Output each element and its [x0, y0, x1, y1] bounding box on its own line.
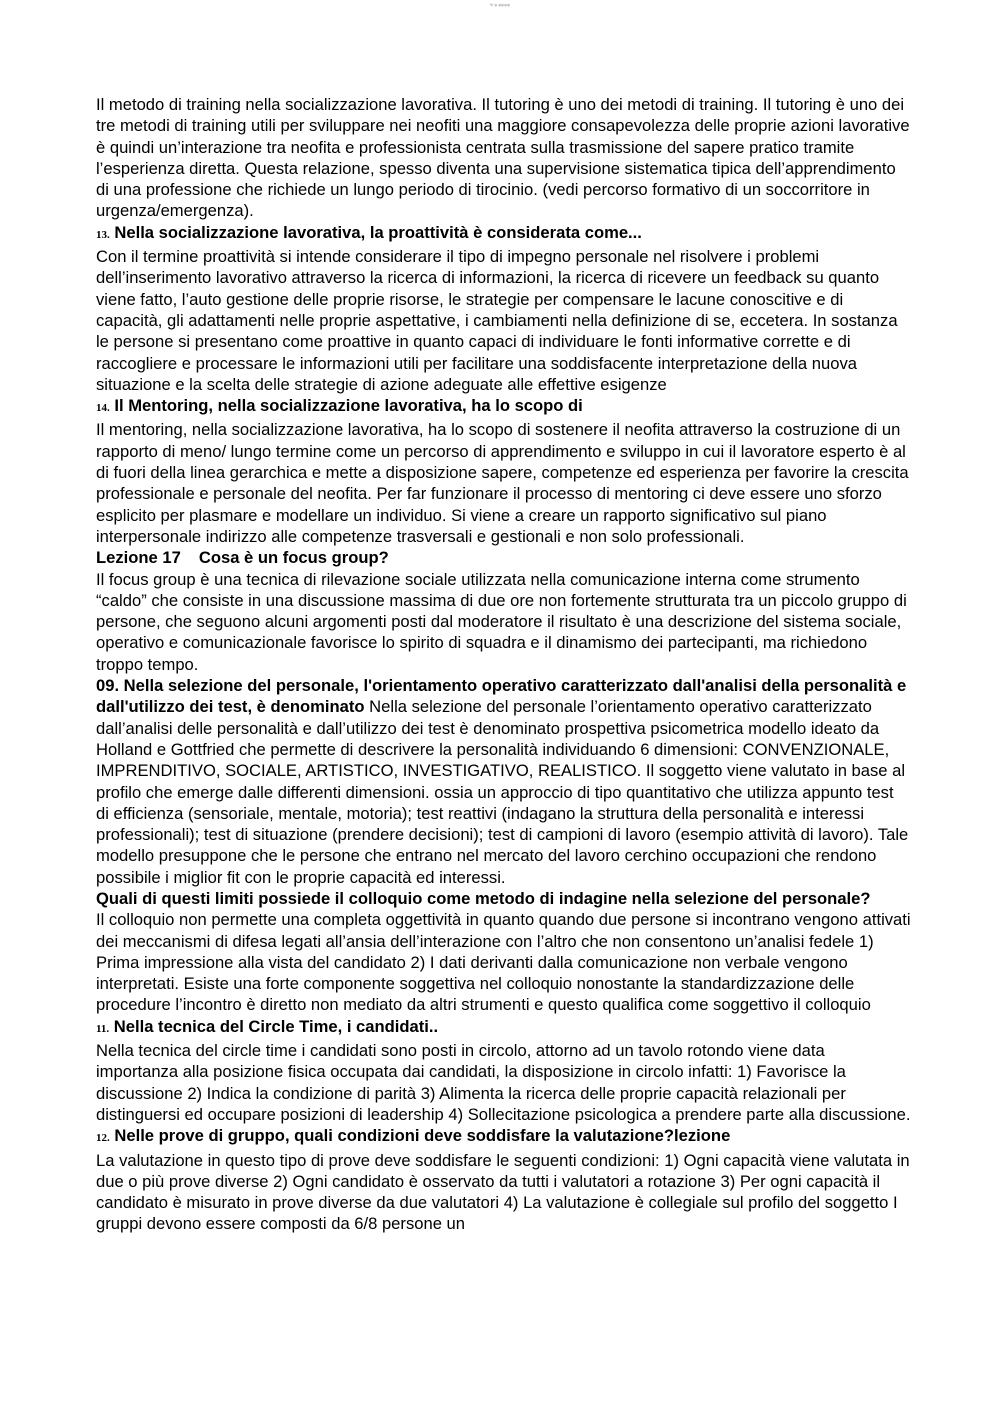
answer-13: Con il termine proattività si intende considerare il tipo di impegno personale nel risolvere i problemi dell’inserimento lavorativo attraverso la ricerca di informazioni, la ricerca di ricevere un feedback su quanto viene fatto, l’auto gestione delle proprie risorse, le strategie per compensare le lacune conoscitive e di capacità, gli adattamenti nelle proprie aspettative, i cambiamenti nella definizione di se, eccetera. In sostanza le persone si presentano come proattive in quanto capaci di individuare le fonti informative corrette e di raccogliere e processare le informazioni utili per facilitare una soddisfacente interpretazione della nuova situazione e la scelta delle strategie di azione adeguate alle effettive esigenze — [96, 247, 898, 394]
question-text: Nella socializzazione lavorativa, la proattività è considerata come... — [114, 222, 642, 242]
question-text: Il Mentoring, nella socializzazione lavorativa, ha lo scopo di — [114, 396, 583, 416]
document-body — [96, 94, 911, 1235]
question-text: Nelle prove di gruppo, quali condizioni deve soddisfare la valutazione?lezione — [114, 1126, 731, 1146]
question-heading-14 — [96, 395, 911, 419]
lesson-heading — [96, 547, 911, 568]
question-09-paragraph — [96, 675, 911, 888]
question-text: 09. Nella selezione del personale, l'orientamento operativo caratterizzato dall'analisi della personalità e dall'utilizzo dei test, è denominato — [96, 676, 907, 717]
page-header-mark: Ψ ψ ψψψψ — [490, 2, 510, 7]
question-number: 11. — [96, 1022, 110, 1035]
lesson-label: Lezione 17 — [96, 548, 181, 568]
answer-12: La valutazione in questo tipo di prove deve soddisfare le seguenti condizioni: 1) Ogni capacità viene valutata in due o più prove diverse 2) Ogni candidato è osservato da tutti i valutatori a rotazione 3) Per ogni capacità il candidato è misurato in prove diverse da due valutatori 4) La valutazione è collegiale sul profilo del soggetto I gruppi devono essere composti da 6/8 persone un — [96, 1150, 910, 1234]
question-number: 14. — [96, 402, 110, 415]
question-text: Nella tecnica del Circle Time, i candidati.. — [113, 1016, 439, 1036]
question-heading-colloquio — [96, 888, 911, 909]
question-heading-12 — [96, 1125, 911, 1149]
question-text: Cosa è un focus group? — [198, 548, 389, 568]
answer-14: Il mentoring, nella socializzazione lavorativa, ha lo scopo di sostenere il neofita attraverso la costruzione di un rapporto di meno/ lungo termine come un percorso di apprendimento e sviluppo in cui il lavoratore esperto è al di fuori della linea gerarchica e mette a disposizione sapere, competenze ed esperienza per favorire la crescita professionale e personale del neofita. Per far funzionare il processo di mentoring ci deve essere uno sforzo esplicito per plasmare e modellare un individuo. Si viene a creare un rapporto significativo sul piano interpersonale indirizzo alle competenze trasversali e gestionali e non solo professionali. — [96, 420, 909, 546]
answer-11: Nella tecnica del circle time i candidati sono posti in circolo, attorno ad un tavolo rotondo viene data importanza alla posizione fisica occupata dai candidati, la disposizione in circolo infatti: 1) Favorisce la discussione 2) Indica la condizione di parità 3) Alimenta la ricerca delle proprie capacità relazionali per distinguersi ed occupare posizioni di leadership 4) Sollecitazione psicologica a prendere parte alla discussione. — [96, 1041, 911, 1124]
answer-focus-group: Il focus group è una tecnica di rilevazione sociale utilizzata nella comunicazione interna come strumento “caldo” che consiste in una discussione massima di due ore non fortemente strutturata tra un piccolo gruppo di persone, che seguono alcuni argomenti posti dal moderatore il risultato è una descrizione del sistema sociale, operativo e comunicazionale favorisce lo spirito di squadra e il dinamismo dei partecipanti, ma richiedono troppo tempo. — [96, 569, 907, 674]
question-text: Quali di questi limiti possiede il colloquio come metodo di indagine nella selezione del personale? — [96, 888, 871, 908]
question-number: 13. — [96, 228, 110, 241]
paragraph-tutoring: Il metodo di training nella socializzazione lavorativa. Il tutoring è uno dei metodi di training. Il tutoring è uno dei tre metodi di training utili per sviluppare nei neofiti una maggiore consapevolezza delle proprie azioni lavorative è quindi un’interazione tra neofita e professionista centrata sulla trasmissione del sapere pratico tramite l’esperienza diretta. Questa relazione, spesso diventa una supervisione sistematica tipica dell’apprendimento di una professione che richiede un lungo periodo di tirocinio. (vedi percorso formativo di un soccorritore in urgenza/emergenza). — [96, 95, 910, 221]
question-heading-11 — [96, 1016, 911, 1040]
answer-09: Nella selezione del personale l’orientamento operativo caratterizzato dall’analisi delle personalità e dall’utilizzo dei test è denominato prospettiva psicometrica modello ideato da Holland e Gottfried che permette di descrivere la personalità individuando 6 dimensioni: CONVENZIONALE, IMPRENDITIVO, SOCIALE, ARTISTICO, INVESTIGATIVO, REALISTICO. Il soggetto viene valutato in base al profilo che emerge dalle differenti dimensioni. ossia un approccio di tipo quantitativo che utilizza appunto test di efficienza (sensoriale, mentale, motoria); test reattivi (indagano la struttura della personalità e interessi professionali); test di situazione (prendere decisioni); test di campioni di lavoro (esempio attività di lavoro). Tale modello presuppone che le persone che entrano nel mercato del lavoro cerchino occupazioni che rendono possibile i miglior fit con le proprie capacità ed interessi. — [96, 697, 909, 887]
question-heading-13 — [96, 222, 911, 246]
answer-colloquio: Il colloquio non permette una completa oggettività in quanto quando due persone si incontrano vengono attivati dei meccanismi di difesa legati all’ansia dell’interazione con l’altro che non consentono un’analisi fedele 1) Prima impressione alla vista del candidato 2) I dati derivanti dalla comunicazione non verbale vengono interpretati. Esiste una forte componente soggettiva nel colloquio nonostante la standardizzazione delle procedure l’incontro è diretto non mediato da altri strumenti e questo qualifica come soggettivo il colloquio — [96, 910, 911, 1015]
question-number: 12. — [96, 1132, 110, 1145]
